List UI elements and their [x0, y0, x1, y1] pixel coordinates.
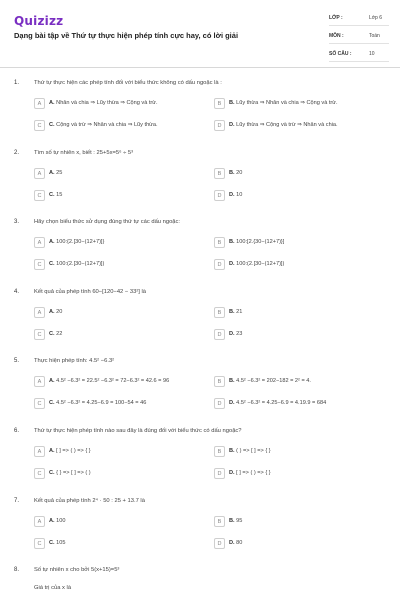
option-text: [229, 100, 338, 106]
option-prefix: A.: [49, 309, 55, 315]
worksheet-title: Dạng bài tập về Thứ tự thực hiện phép tính cực hay, có lời giải: [14, 31, 239, 40]
answer-option-b[interactable]: [214, 307, 384, 319]
answer-option-b[interactable]: [214, 376, 384, 388]
option-text: [229, 540, 242, 546]
answer-option-a[interactable]: [34, 168, 204, 180]
option-value: 100:(2.[30−(12+7)]): [234, 261, 285, 267]
answer-option-c[interactable]: [34, 329, 204, 341]
option-prefix: D.: [229, 540, 235, 546]
option-value: Lũy thừa ⇒ Nhân và chia ⇒ Cộng và trừ.: [234, 100, 338, 106]
option-value: 95: [234, 518, 243, 524]
option-prefix: A.: [49, 378, 55, 384]
answer-option-b[interactable]: [214, 516, 384, 528]
option-value: 25: [54, 170, 63, 176]
question-text: Hãy chọn biểu thức sử dụng đúng thứ tự các dấu ngoặc:: [34, 219, 181, 225]
option-text: [229, 309, 242, 315]
option-text: [229, 170, 242, 176]
option-value: Cộng và trừ ⇒ Nhân và chia ⇒ Lũy thừa.: [54, 122, 158, 128]
option-prefix: B.: [229, 100, 235, 106]
question-number: 5.: [14, 358, 20, 364]
quizizz-logo[interactable]: Quizizz: [14, 14, 64, 28]
question-number: 4.: [14, 289, 20, 295]
option-prefix: B.: [229, 239, 235, 245]
option-prefix: C.: [49, 331, 55, 337]
option-prefix: B.: [229, 518, 235, 524]
answer-option-b[interactable]: [214, 168, 384, 180]
question-number: 1.: [14, 80, 20, 86]
question-text: Thực hiện phép tính: 4.5² −6.3²: [34, 358, 115, 364]
option-text: [49, 378, 169, 384]
option-letter-box[interactable]: A: [34, 307, 45, 318]
answer-option-d[interactable]: [214, 190, 384, 202]
answer-option-a[interactable]: [34, 237, 204, 249]
option-text: [229, 518, 242, 524]
option-text: [229, 400, 326, 406]
option-text: [229, 239, 284, 245]
question-number: 7.: [14, 498, 20, 504]
option-letter-box[interactable]: B: [214, 98, 225, 109]
option-letter-box[interactable]: B: [214, 307, 225, 318]
option-letter-box[interactable]: D: [214, 538, 225, 549]
option-value: 22: [54, 331, 63, 337]
answer-option-a[interactable]: [34, 446, 204, 458]
answer-option-b[interactable]: [214, 237, 384, 249]
option-letter-box[interactable]: D: [214, 259, 225, 270]
option-text: [229, 331, 242, 337]
question-text: Tìm số tự nhiên x, biết : 25+5x=5⁶ ÷ 5³: [34, 150, 134, 156]
option-prefix: C.: [49, 122, 55, 128]
option-value: 4.5² −6.3² = 4.25−6.9 = 4.19.9 = 684: [234, 400, 327, 406]
question-number: 2.: [14, 150, 20, 156]
option-letter-box[interactable]: A: [34, 98, 45, 109]
option-value: 100:{2.[30−(12+7)]}: [54, 239, 105, 245]
answer-option-a[interactable]: [34, 516, 204, 528]
option-value: [ ] => ( ) => { }: [54, 448, 91, 454]
answer-option-c[interactable]: [34, 538, 204, 550]
option-letter-box[interactable]: C: [34, 120, 45, 131]
answer-option-a[interactable]: [34, 376, 204, 388]
option-value: { } => [ ] => ( ): [54, 470, 91, 476]
option-letter-box[interactable]: D: [214, 190, 225, 201]
question-number: 3.: [14, 219, 20, 225]
option-text: [49, 261, 104, 267]
answer-option-c[interactable]: [34, 398, 204, 410]
option-prefix: B.: [229, 378, 235, 384]
option-letter-box[interactable]: C: [34, 190, 45, 201]
option-value: 20: [54, 309, 63, 315]
answer-option-c[interactable]: [34, 259, 204, 271]
option-text: [49, 331, 62, 337]
answer-option-d[interactable]: [214, 329, 384, 341]
option-letter-box[interactable]: D: [214, 329, 225, 340]
option-value: 100:(2.[30−(12+7)]): [54, 261, 105, 267]
option-prefix: B.: [229, 448, 235, 454]
option-letter-box[interactable]: A: [34, 237, 45, 248]
option-prefix: B.: [229, 309, 235, 315]
option-prefix: D.: [229, 261, 235, 267]
option-prefix: C.: [49, 261, 55, 267]
option-value: Nhân và chia ⇒ Lũy thừa ⇒ Cộng và trừ.: [54, 100, 158, 106]
option-text: [229, 448, 271, 454]
option-prefix: A.: [49, 518, 55, 524]
meta-subject-row: [329, 30, 389, 44]
option-value: 10: [234, 192, 243, 198]
option-prefix: C.: [49, 540, 55, 546]
option-text: [49, 309, 62, 315]
option-prefix: D.: [229, 400, 235, 406]
question-text: Kết quả của phép tính 2⁴ · 50 : 25 + 13.7 là: [34, 498, 145, 504]
answer-option-c[interactable]: [34, 120, 204, 132]
option-value: 100:[2.{30−(12+7)}]: [234, 239, 285, 245]
option-text: [49, 400, 146, 406]
option-text: [229, 261, 284, 267]
option-prefix: A.: [49, 100, 55, 106]
option-value: [ ] => ( ) => { }: [234, 470, 271, 476]
option-letter-box[interactable]: C: [34, 259, 45, 270]
worksheet-meta: [329, 12, 389, 66]
option-letter-box[interactable]: C: [34, 538, 45, 549]
option-letter-box[interactable]: D: [214, 398, 225, 409]
option-letter-box[interactable]: B: [214, 516, 225, 527]
option-letter-box[interactable]: B: [214, 237, 225, 248]
option-letter-box[interactable]: A: [34, 516, 45, 527]
option-prefix: B.: [229, 170, 235, 176]
option-prefix: D.: [229, 122, 235, 128]
question-text: Kết quả của phép tính 60−[120−42 − 33²] là: [34, 289, 147, 295]
option-text: [229, 192, 242, 198]
option-text: [49, 122, 158, 128]
option-text: [49, 470, 91, 476]
question-number: 8.: [14, 567, 20, 573]
answer-option-b[interactable]: [214, 98, 384, 110]
option-letter-box[interactable]: D: [214, 468, 225, 479]
answer-option-d[interactable]: [214, 538, 384, 550]
answer-option-a[interactable]: [34, 307, 204, 319]
option-text: [49, 100, 158, 106]
option-text: [49, 448, 91, 454]
meta-count-value: 10: [369, 51, 375, 57]
option-letter-box[interactable]: B: [214, 168, 225, 179]
option-prefix: A.: [49, 170, 55, 176]
answer-option-d[interactable]: [214, 468, 384, 480]
question-number: 6.: [14, 428, 20, 434]
option-value: 21: [234, 309, 243, 315]
meta-count-row: [329, 48, 389, 62]
option-value: 4.5² −6.3² = 202−182 = 2² = 4.: [234, 378, 311, 384]
answer-option-d[interactable]: [214, 120, 384, 132]
option-prefix: A.: [49, 448, 55, 454]
option-letter-box[interactable]: A: [34, 376, 45, 387]
answer-option-b[interactable]: [214, 446, 384, 458]
option-value: ( ) => [ ] => { }: [234, 448, 271, 454]
option-prefix: C.: [49, 470, 55, 476]
option-value: 80: [234, 540, 243, 546]
option-text: [49, 540, 65, 546]
meta-subject-value: Toán: [369, 33, 380, 39]
option-letter-box[interactable]: A: [34, 168, 45, 179]
option-text: [229, 378, 311, 384]
meta-grade-value: Lớp 6: [369, 15, 383, 21]
option-letter-box[interactable]: B: [214, 446, 225, 457]
option-text: [49, 239, 104, 245]
meta-count-label: SỐ CÂU :: [329, 51, 352, 57]
answer-option-a[interactable]: [34, 98, 204, 110]
option-letter-box[interactable]: C: [34, 398, 45, 409]
question-subtext: Giá trị của x là: [34, 585, 72, 591]
question-text: Thứ tự thực hiện phép tính nào sau đây là đúng đối với biểu thức có dấu ngoặc?: [34, 428, 242, 434]
meta-grade-row: [329, 12, 389, 26]
option-value: 100: [54, 518, 66, 524]
option-letter-box[interactable]: C: [34, 329, 45, 340]
option-prefix: C.: [49, 400, 55, 406]
option-value: 23: [234, 331, 243, 337]
option-value: 4.5² −6.3² = 4.25−6.9 = 100−54 = 46: [54, 400, 147, 406]
option-text: [229, 122, 338, 128]
option-value: 4.5² −6.3² = 22.5² −6.3² = 72−6.3² = 42.6 = 96: [54, 378, 170, 384]
meta-subject-label: MÔN :: [329, 33, 344, 39]
option-value: 15: [54, 192, 63, 198]
option-text: [229, 470, 271, 476]
worksheet-header: [0, 0, 400, 68]
option-letter-box[interactable]: C: [34, 468, 45, 479]
option-prefix: D.: [229, 192, 235, 198]
option-letter-box[interactable]: A: [34, 446, 45, 457]
option-prefix: C.: [49, 192, 55, 198]
question-text: Số tự nhiên x cho bởi 5(x+15)=5³: [34, 567, 120, 573]
answer-option-c[interactable]: [34, 190, 204, 202]
option-text: [49, 518, 65, 524]
option-letter-box[interactable]: D: [214, 120, 225, 131]
answer-option-d[interactable]: [214, 259, 384, 271]
answer-option-c[interactable]: [34, 468, 204, 480]
option-value: Lũy thừa ⇒ Cộng và trừ ⇒ Nhân và chia.: [234, 122, 338, 128]
option-prefix: D.: [229, 470, 235, 476]
option-text: [49, 192, 62, 198]
option-text: [49, 170, 62, 176]
option-prefix: D.: [229, 331, 235, 337]
meta-grade-label: LỚP :: [329, 15, 343, 21]
question-text: Thứ tự thực hiện các phép tính đối với biểu thức không có dấu ngoặc là :: [34, 80, 222, 86]
answer-option-d[interactable]: [214, 398, 384, 410]
option-prefix: A.: [49, 239, 55, 245]
option-value: 20: [234, 170, 243, 176]
option-letter-box[interactable]: B: [214, 376, 225, 387]
option-value: 105: [54, 540, 66, 546]
